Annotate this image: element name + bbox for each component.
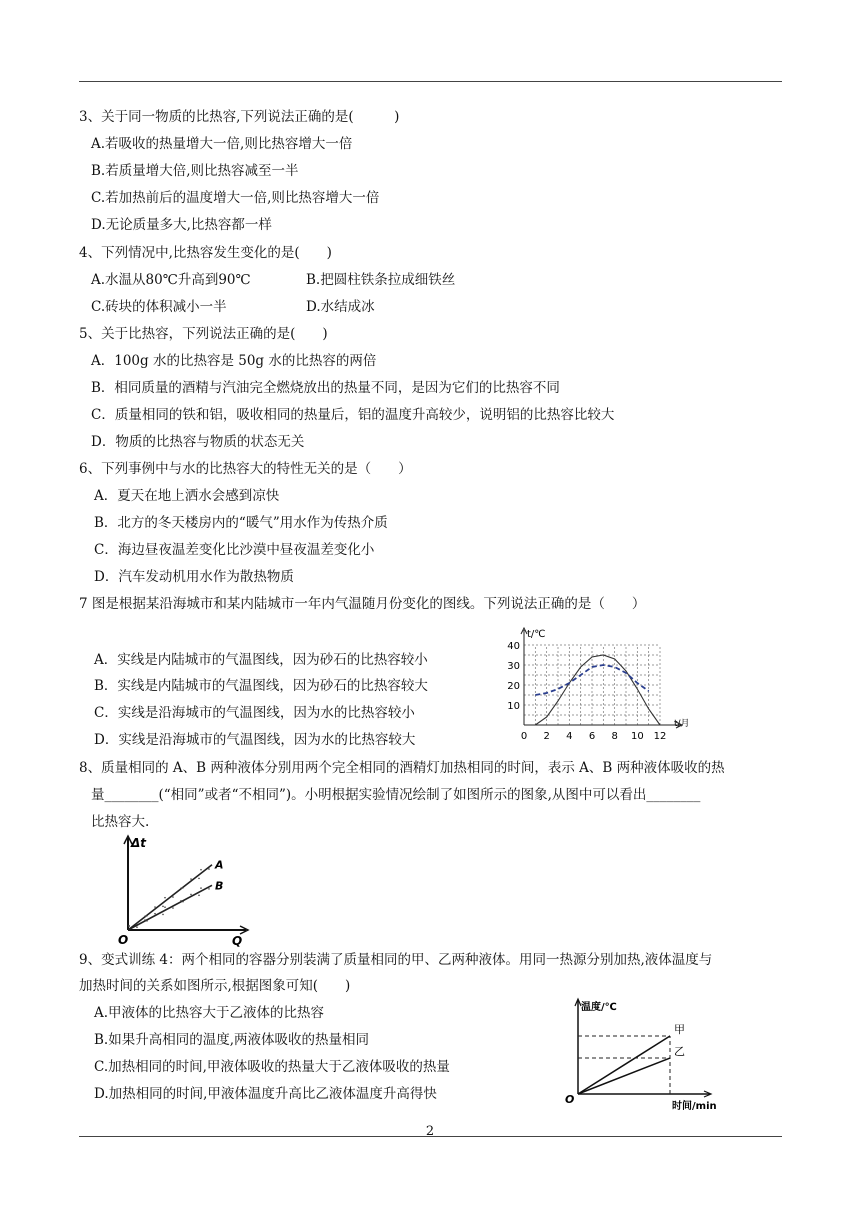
origin-label: O — [565, 1093, 575, 1106]
delta-t-vs-q-chart — [114, 834, 254, 949]
q7-option-d: D．实线是沿海城市的气温图线，因为水的比热容较大 — [94, 732, 416, 748]
q9-option-a: A.甲液体的比热容大于乙液体的比热容 — [94, 1005, 325, 1021]
y-axis-label: t/℃ — [527, 629, 546, 640]
data-point-b — [136, 926, 138, 928]
y-tick-label: 30 — [507, 661, 520, 672]
origin-label: O — [118, 933, 129, 947]
q9-option-b: B.如果升高相同的温度,两液体吸收的热量相同 — [94, 1032, 370, 1048]
x-axis-label: Q — [232, 934, 243, 948]
x-tick-label: 2 — [543, 731, 550, 742]
q5-option-b: B．相同质量的酒精与汽油完全燃烧放出的热量不同，是因为它们的比热容不同 — [91, 380, 560, 396]
data-point-a — [146, 915, 148, 917]
q4-option-b: B.把圆柱铁条拉成细铁丝 — [306, 272, 456, 288]
series-line-a — [128, 865, 212, 930]
q3-stem: 3、关于同一物质的比热容,下列说法正确的是( ) — [79, 109, 400, 125]
series-label-yi: 乙 — [674, 1045, 685, 1059]
q7-option-b: B．实线是内陆城市的气温图线，因为砂石的比热容较大 — [94, 678, 428, 694]
q7-stem: 7 图是根据某沿海城市和某内陆城市一年内气温随月份变化的图线。下列说法正确的是（ ） — [79, 596, 646, 612]
data-point-a — [162, 906, 164, 908]
q3-option-b: B.若质量增大倍,则比热容减至一半 — [91, 163, 299, 179]
y-axis-label: Δt — [131, 836, 147, 850]
x-tick-label: 10 — [630, 731, 644, 742]
q3-option-d: D.无论质量多大,比热容都一样 — [91, 217, 272, 233]
q6-option-c: C．海边昼夜温差变化比沙漠中昼夜温差变化小 — [94, 542, 375, 558]
data-point-a — [172, 896, 174, 898]
data-point-b — [128, 926, 130, 928]
series-line-jia — [578, 1036, 670, 1094]
q3-option-a: A.若吸收的热量增大一倍,则比热容增大一倍 — [91, 136, 353, 152]
data-point-a — [190, 878, 192, 880]
series-line-b — [128, 885, 212, 930]
data-point-b — [190, 894, 192, 896]
q4-option-a: A.水温从80℃升高到90℃ — [91, 272, 251, 288]
data-point-a — [144, 916, 146, 918]
y-tick-label: 40 — [507, 641, 520, 652]
q9-line-2: 加热时间的关系如图所示,根据图象可知( ) — [79, 978, 351, 994]
data-point-a — [164, 897, 166, 899]
q9-option-c: C.加热相同的时间,甲液体吸收的热量大于乙液体吸收的热量 — [94, 1059, 450, 1075]
header-rule — [79, 81, 782, 82]
x-tick-label: 8 — [611, 731, 618, 742]
page-number: 2 — [425, 1124, 435, 1139]
data-point-b — [146, 920, 148, 922]
q6-stem: 6、下列事例中与水的比热容大的特性无关的是（ ） — [79, 461, 412, 477]
series-label-jia: 甲 — [674, 1023, 685, 1036]
data-point-b — [164, 906, 166, 908]
q6-option-a: A．夏天在地上洒水会感到凉快 — [94, 488, 280, 504]
data-point-b — [200, 887, 202, 889]
data-point-b — [198, 894, 200, 896]
q8-line-3: 比热容大. — [91, 814, 150, 830]
x-tick-label: 4 — [566, 731, 573, 742]
data-point-a — [200, 869, 202, 871]
data-point-b — [182, 901, 184, 903]
data-point-b — [180, 900, 182, 902]
q9-line-1: 9、变式训练 4：两个相同的容器分别装满了质量相同的甲、乙两种液体。用同一热源分别加热,液体温度与 — [79, 952, 713, 968]
y-axis-label: 温度/℃ — [581, 1002, 617, 1013]
q5-option-a: A．100g 水的比热容是 50g 水的比热容的两倍 — [91, 353, 377, 369]
q4-option-c: C.砖块的体积减小一半 — [91, 299, 227, 315]
data-point-a — [198, 878, 200, 880]
x-tick-label: 12 — [653, 731, 667, 742]
temperature-vs-time-chart — [556, 996, 716, 1114]
data-point-b — [162, 914, 164, 916]
temperature-chart — [496, 620, 696, 745]
q8-line-1: 8、质量相同的 A、B 两种液体分别用两个完全相同的酒精灯加热相同的时间，表示 A、B 两种液体吸收的热 — [79, 760, 725, 776]
q6-option-d: D．汽车发动机用水作为散热物质 — [94, 569, 294, 585]
data-point-a — [208, 868, 210, 870]
q5-option-c: C．质量相同的铁和铝，吸收相同的热量后，铝的温度升高较少，说明铝的比热容比较大 — [91, 407, 615, 423]
data-point-b — [208, 888, 210, 890]
q5-option-d: D．物质的比热容与物质的状态无关 — [91, 434, 305, 450]
data-point-b — [144, 919, 146, 921]
data-point-b — [172, 907, 174, 909]
q4-option-d: D.水结成冰 — [306, 299, 375, 315]
data-point-a — [182, 887, 184, 889]
data-point-b — [154, 913, 156, 915]
q7-option-a: A．实线是内陆城市的气温图线，因为砂石的比热容较小 — [94, 652, 428, 668]
data-point-a — [180, 888, 182, 890]
q3-option-c: C.若加热前后的温度增大一倍,则比热容增大一倍 — [91, 190, 380, 206]
q9-option-d: D.加热相同的时间,甲液体温度升高比乙液体温度升高得快 — [94, 1086, 437, 1102]
series-label-a: A — [215, 858, 224, 872]
y-tick-label: 20 — [507, 681, 520, 692]
q7-option-c: C．实线是沿海城市的气温图线，因为水的比热容较小 — [94, 705, 415, 721]
x-tick-label: 6 — [588, 731, 596, 742]
q4-stem: 4、下列情况中,比热容发生变化的是( ) — [79, 245, 332, 261]
series-line-yi — [578, 1058, 670, 1094]
series-label-b: B — [215, 879, 224, 893]
q5-stem: 5、关于比热容，下列说法正确的是( ) — [79, 326, 328, 342]
y-tick-label: 10 — [507, 701, 520, 712]
q6-option-b: B．北方的冬天楼房内的“暖气”用水作为传热介质 — [94, 515, 388, 531]
x-axis-label: t/月 — [674, 719, 690, 729]
x-axis-label: 时间/min — [672, 1101, 717, 1112]
x-tick-label: 0 — [520, 731, 528, 742]
q8-line-2: 量________(“相同”或者“不相同”)。小明根据实验情况绘制了如图所示的图象,从图中可以看出________ — [91, 787, 701, 803]
data-point-a — [154, 906, 156, 908]
